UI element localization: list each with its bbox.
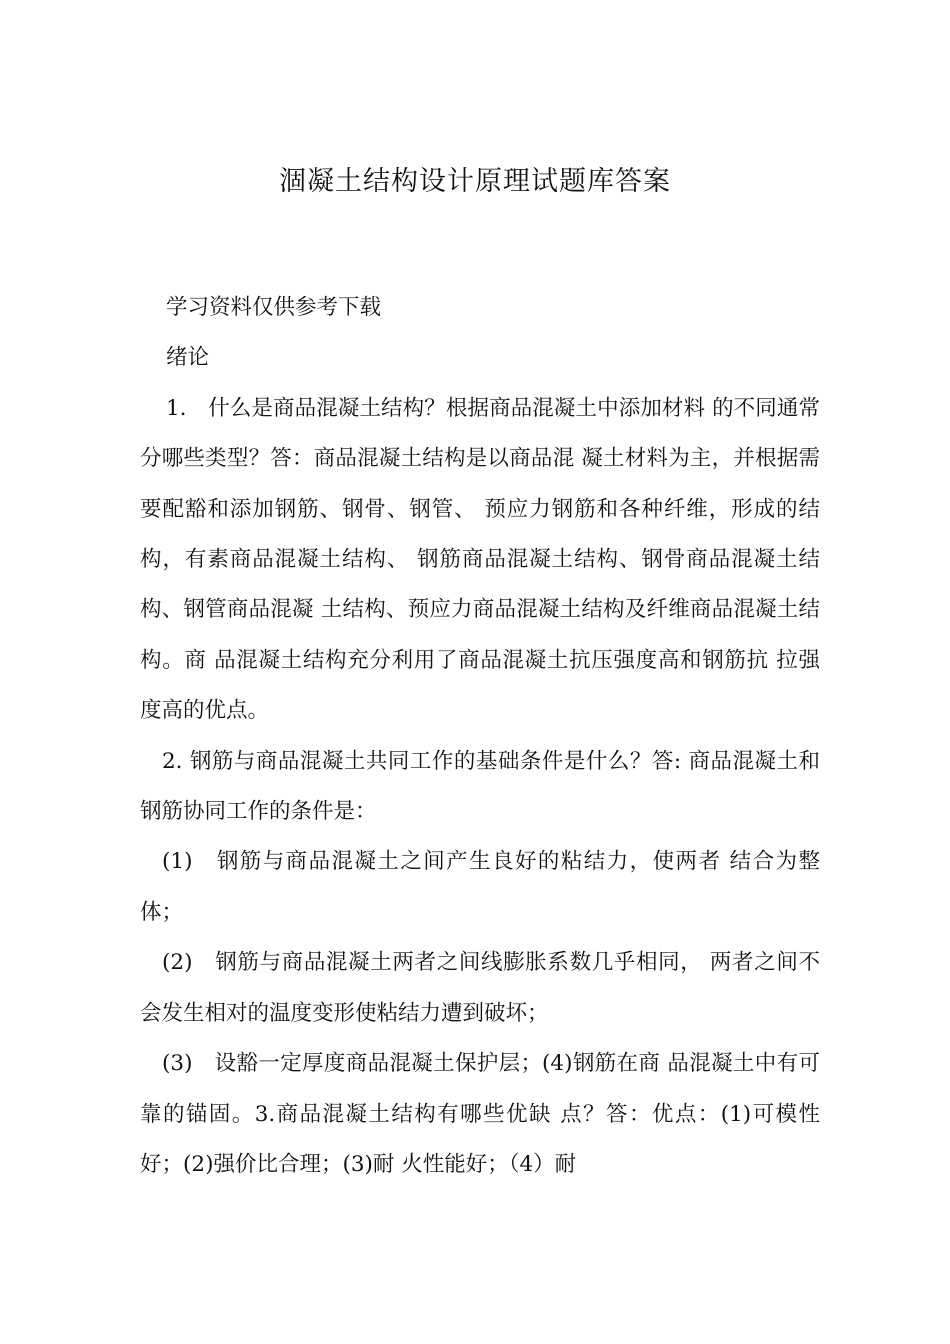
question-1-paragraph: 1. 什么是商品混凝土结构？根据商品混凝土中添加材料 的不同通常分哪些类型？答：商品混凝土结构是以商品混 凝土材料为主，并根据需要配豁和添加钢筋、钢骨、钢管、 预应力钢筋和各种纤维，形成的结构，有素商品混凝土结构、 钢筋商品混凝土结构、钢骨商品混凝土结构、钢管商品混凝 土结构、预应力商品混凝土结构及纤维商品混凝土结构。商 品混凝土结构充分利用了商品混凝土抗压强度高和钢筋抗 拉强度高的优点。	[140, 395, 820, 724]
condition-2-paragraph: (2) 钢筋与商品混凝土两者之间线膨胀系数几乎相同， 两者之间不会发生相对的温度变形使粘结力遭到破坏；	[140, 950, 820, 1026]
section-heading: 绪论	[166, 345, 210, 371]
question-2-paragraph: 2. 钢筋与商品混凝土共同工作的基础条件是什么？答: 商品混凝土和钢筋协同工作的条件是：	[140, 748, 820, 825]
note-paragraph: 学习资料仅供参考下载	[166, 295, 382, 320]
condition-1-paragraph: (1) 钢筋与商品混凝土之间产生良好的粘结力，使两者 结合为整体；	[140, 849, 820, 925]
document-body	[140, 283, 820, 1190]
document-title: 涸凝土结构设计原理试题库答案	[279, 166, 671, 197]
condition-3-paragraph: (3) 设豁一定厚度商品混凝土保护层；(4)钢筋在商 品混凝土中有可靠的锚固。3.商品混凝土结构有哪些优缺 点？答：优点：(1)可模性好；(2)强价比合理；(3)耐 火性能好；（4）耐	[140, 1051, 820, 1177]
